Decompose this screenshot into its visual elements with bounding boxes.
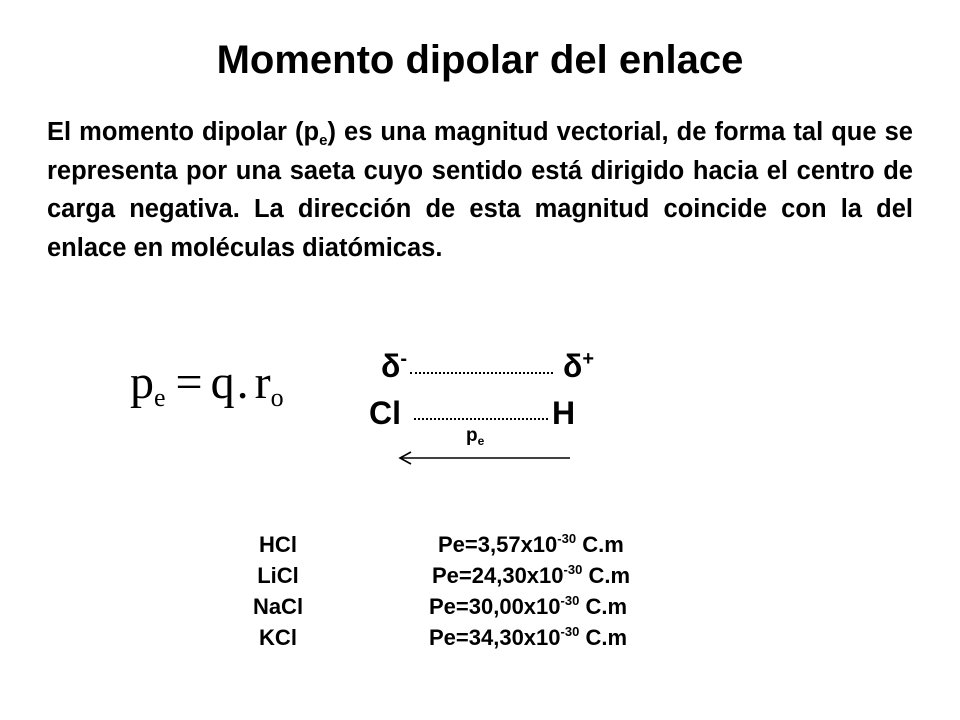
- compound-name: NaCl: [252, 594, 304, 619]
- charge-dotted-line: [410, 372, 553, 374]
- compound-dipole-value: $Pe=30,00x10^{-30}$ C.m: [429, 593, 628, 619]
- partial-positive-charge: δ+: [563, 348, 595, 384]
- compound-name: HCl: [259, 532, 297, 557]
- dipole-arrow: [396, 450, 572, 466]
- compound-dipole-value: $Pe=24,30x10^{-30}$ C.m: [432, 562, 631, 588]
- description-paragraph: El momento dipolar $(p_e)$ es una magnitud vectorial, de forma tal que se representa por una saeta cuyo sentido está dirigido hacia el centro de carga negativa. La dirección de esta magnitud coincide con la del enlace en moléculas diatómicas.: [47, 118, 913, 262]
- atom-chlorine: Cl: [369, 395, 401, 431]
- compound-dipole-value: $Pe=3,57x10^{-30}$ C.m: [438, 531, 624, 557]
- compound-name: KCl: [259, 625, 297, 650]
- compound-dipole-value: $Pe=34,30x10^{-30}$ C.m: [429, 624, 628, 650]
- compound-name: LiCl: [257, 563, 299, 588]
- dipole-formula: $p_e = q$. $r_o$: [130, 356, 284, 412]
- atom-hydrogen: H: [552, 395, 576, 431]
- dipole-label: $p_e$: [466, 425, 485, 448]
- slide-title: Momento dipolar del enlace: [216, 38, 744, 82]
- bond-dotted-line: [414, 418, 548, 420]
- partial-negative-charge: δ-: [381, 348, 408, 384]
